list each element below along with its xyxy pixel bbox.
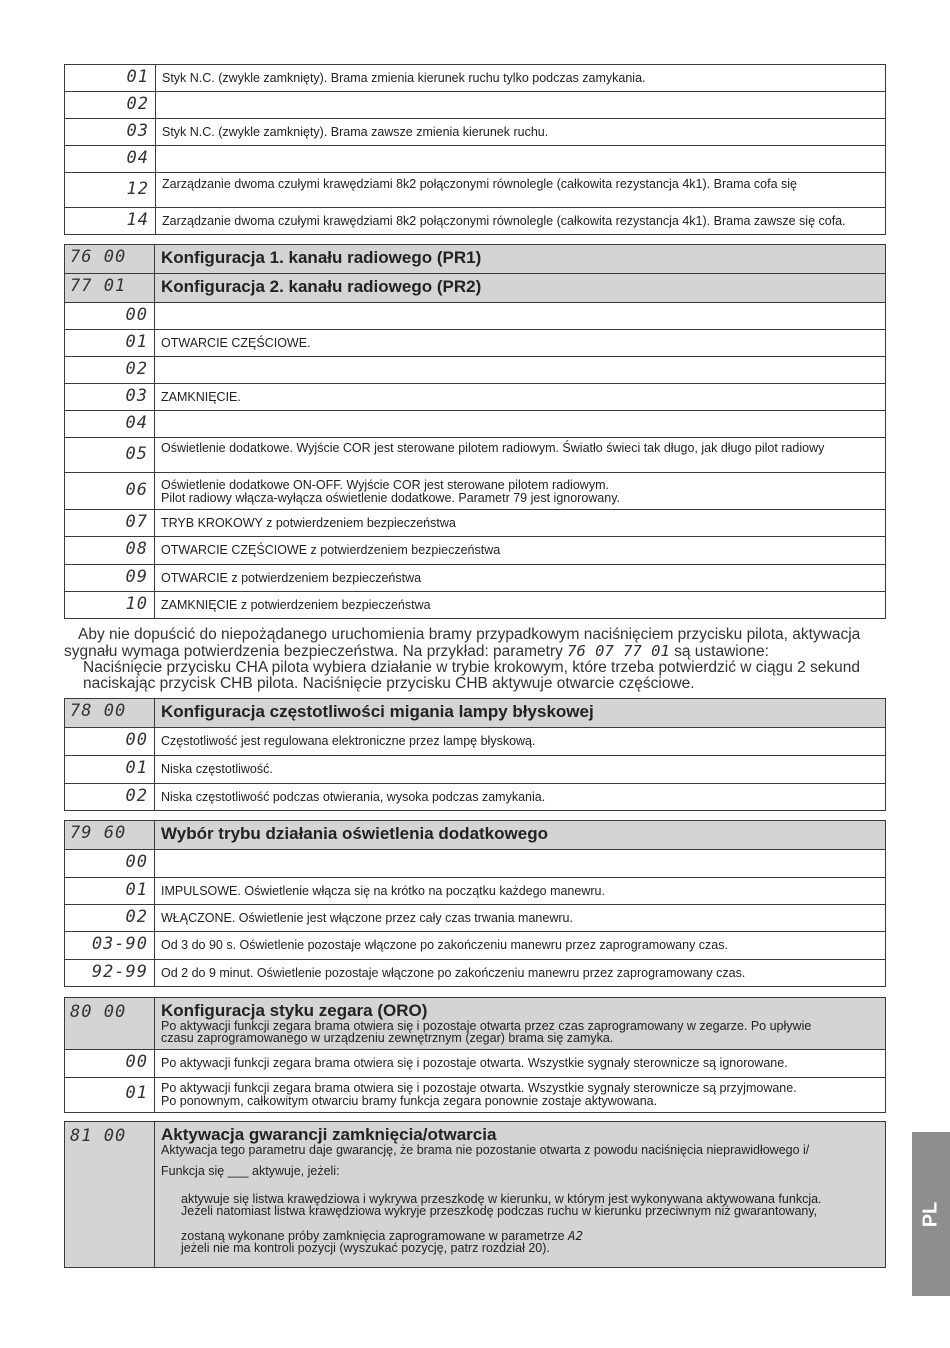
table-row: 02 Niska częstotliwość podczas otwierania, wysoka podczas zamykania. (65, 784, 886, 811)
table-row: 01 OTWARCIE CZĘŚCIOWE. (65, 330, 886, 357)
language-tab-pl: PL (912, 1132, 950, 1296)
table-row: 03 Styk N.C. (zwykle zamknięty). Brama zawsze zmienia kierunek ruchu. (65, 119, 886, 146)
table-row: 04 (65, 146, 886, 173)
table-row: 00 Częstotliwość jest regulowana elektroniczne przez lampę błyskową. (65, 728, 886, 756)
table-row: 00 Po aktywacji funkcji zegara brama otwiera się i pozostaje otwarta. Wszystkie sygnały sterownicze są ignorowane. (65, 1050, 886, 1078)
table-row: 01 Niska częstotliwość. (65, 756, 886, 784)
table-header-row: 81 00 Aktywacja gwarancji zamknięcia/otwarcia Aktywacja tego parametru daje gwarancję, że brama nie pozostanie otwarta z powodu naciśnięcia nieprawidłowego i/ Funkcja się ___ aktywuje, jeżeli: aktywuje się listwa krawędziowa i wykrywa przeszkodę w kierunku, w którym jest wykonywana aktywowana funkcja. Jeżeli natomiast listwa krawędziowa wykryje przeszkodę podczas ruchu w kierunku przeciwnym niż gwarantowany, zostaną wykonane próby zamknięcia zaprogramowane w parametrze A2 jeżeli nie ma kontroli pozycji (wyszukać pozycję, patrz rozdział 20). (65, 1122, 886, 1268)
table-header-row: 78 00 Konfiguracja częstotliwości migania lampy błyskowej (65, 699, 886, 728)
table-row: 03-90 Od 3 do 90 s. Oświetlenie pozostaje włączone po zakończeniu manewru przez zaprogramowany czas. (65, 932, 886, 960)
flash-frequency-table (64, 698, 886, 811)
table-header-row: 79 60 Wybór trybu działania oświetlenia dodatkowego (65, 821, 886, 850)
table-row: 92-99 Od 2 do 9 minut. Oświetlenie pozostaje włączone po zakończeniu manewru przez zaprogramowany czas. (65, 960, 886, 987)
table-row: 00 (65, 303, 886, 330)
table-row: 01 Po aktywacji funkcji zegara brama otwiera się i pozostaje otwarta. Wszystkie sygnały sterownicze są przyjmowane. Po ponownym, całkowitym otwarciu bramy funkcja zegara ponownie zostaje aktywowana. (65, 1078, 886, 1113)
table-row: 00 (65, 850, 886, 878)
table-row: 08 OTWARCIE CZĘŚCIOWE z potwierdzeniem bezpieczeństwa (65, 537, 886, 565)
table-row: 01 IMPULSOWE. Oświetlenie włącza się na krótko na początku każdego manewru. (65, 878, 886, 905)
clock-contact-table (64, 997, 886, 1113)
table-row: 07 TRYB KROKOWY z potwierdzeniem bezpieczeństwa (65, 510, 886, 537)
table-header-row: 77 01 Konfiguracja 2. kanału radiowego (PR2) (65, 274, 886, 303)
close-open-guarantee-table (64, 1121, 886, 1268)
table-row: 10 ZAMKNIĘCIE z potwierdzeniem bezpieczeństwa (65, 592, 886, 619)
table-row: 03 ZAMKNIĘCIE. (65, 384, 886, 411)
table-row: 02 WŁĄCZONE. Oświetlenie jest włączone przez cały czas trwania manewru. (65, 905, 886, 932)
table-row: 02 (65, 92, 886, 119)
table-row: 12 Zarządzanie dwoma czułymi krawędziami 8k2 połączonymi równolegle (całkowita rezystancja 4k1). Brama cofa się (65, 173, 886, 208)
table-row: 05 Oświetlenie dodatkowe. Wyjście COR jest sterowane pilotem radiowym. Światło świeci tak długo, jak długo pilot radiowy (65, 438, 886, 473)
radio-channel-table (64, 244, 886, 619)
table-row: 01 Styk N.C. (zwykle zamknięty). Brama zmienia kierunek ruchu tylko podczas zamykania. (65, 65, 886, 92)
safety-confirmation-paragraph: Aby nie dopuścić do niepożądanego uruchomienia bramy przypadkowym naciśnięciem przycisku pilota, aktywacja sygnału wymaga potwierdzenia bezpieczeństwa. Na przykład: parametry 76 07 77 01 są ustawione: Naciśnięcie przycisku CHA pilota wybiera działanie w trybie krokowym, które trzeba potwierdzić w ciągu 2 sekund naciskając przycisk CHB pilota. Naciśnięcie przycisku CHB aktywuje otwarcie częściowe. (64, 626, 861, 692)
table-row: 02 (65, 357, 886, 384)
table-row: 04 (65, 411, 886, 438)
table-header-row: 80 00 Konfiguracja styku zegara (ORO) Po aktywacji funkcji zegara brama otwiera się i pozostaje otwarta przez czas zaprogramowany w zegarze. Po upływie czasu zaprogramowanego w urządzeniu zewnętrznym (zegar) brama się zamyka. (65, 998, 886, 1050)
sensitive-edge-table (64, 64, 886, 235)
table-row: 06 Oświetlenie dodatkowe ON-OFF. Wyjście COR jest sterowane pilotem radiowym. Pilot radiowy włącza-wyłącza oświetlenie dodatkowe. Parametr 79 jest ignorowany. (65, 473, 886, 510)
table-row: 09 OTWARCIE z potwierdzeniem bezpieczeństwa (65, 565, 886, 592)
table-header-row: 76 00 Konfiguracja 1. kanału radiowego (PR1) (65, 245, 886, 274)
table-row: 14 Zarządzanie dwoma czułymi krawędziami 8k2 połączonymi równolegle (całkowita rezystancja 4k1). Brama zawsze się cofa. (65, 208, 886, 235)
courtesy-light-table (64, 820, 886, 987)
